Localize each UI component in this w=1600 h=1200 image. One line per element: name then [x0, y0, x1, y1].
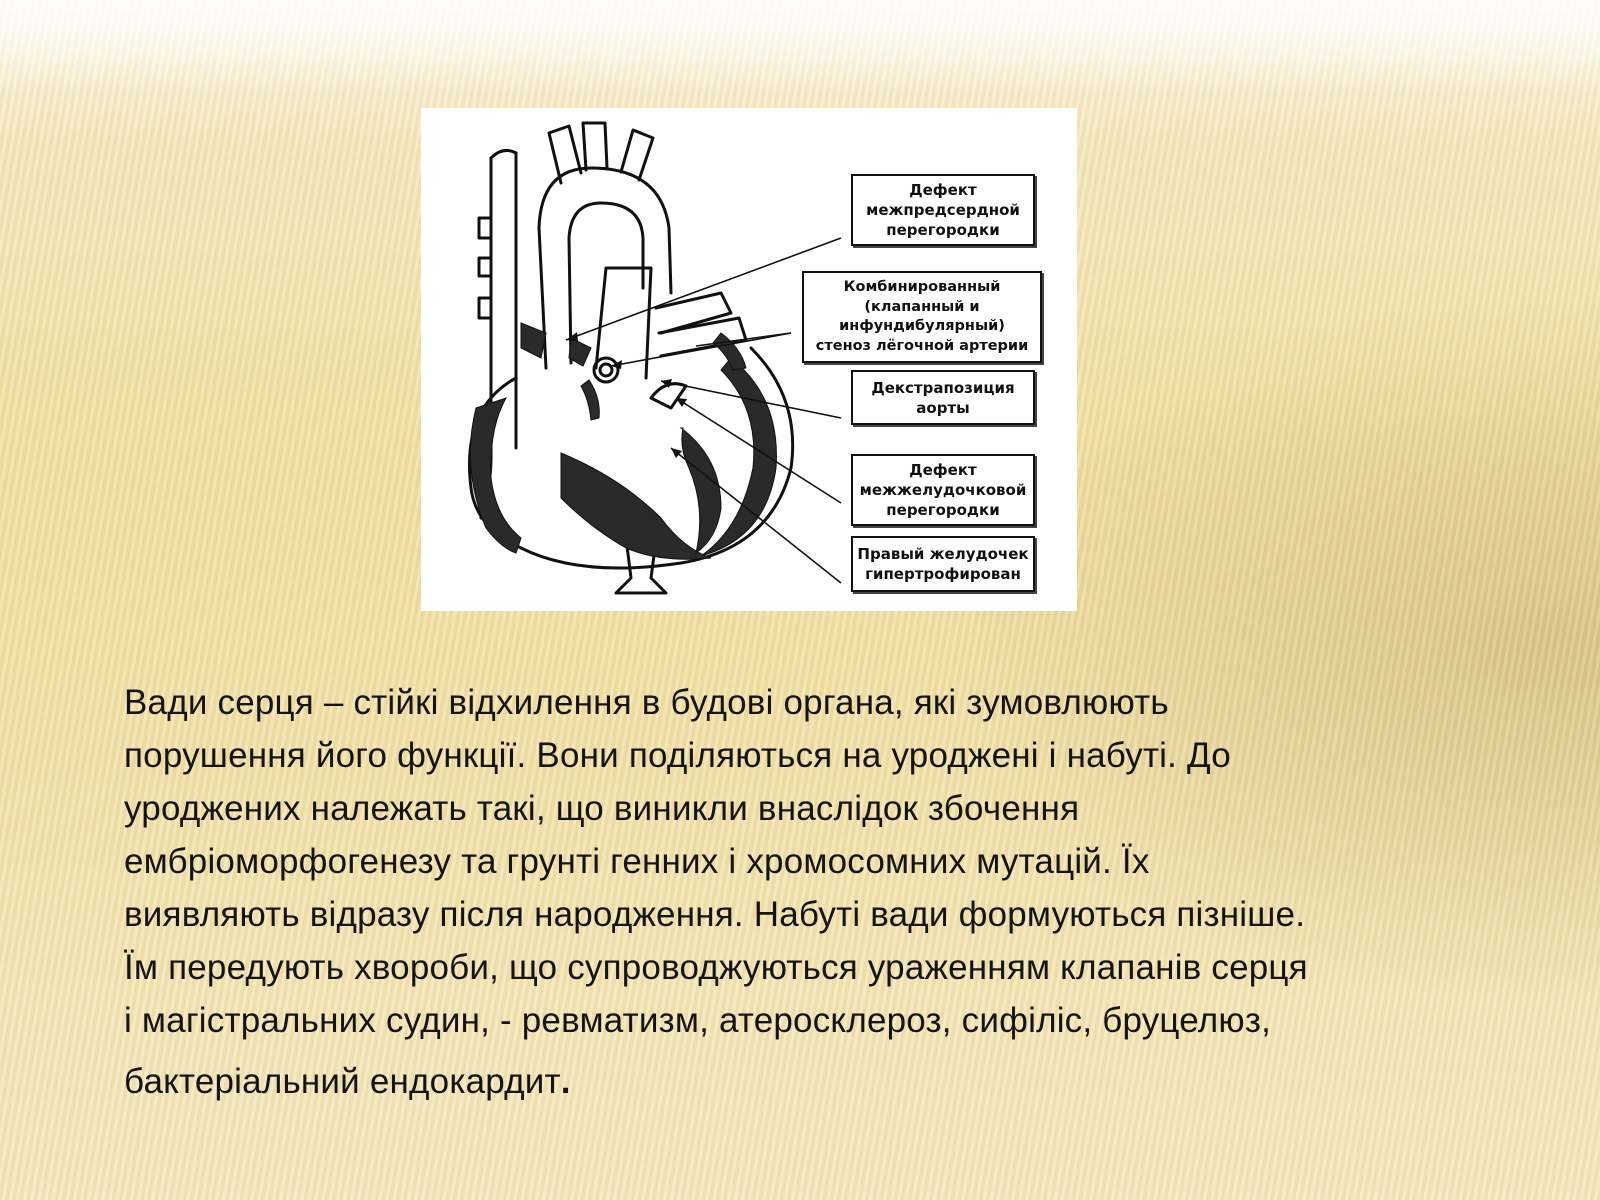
callout-line: Декстрапозиция	[871, 378, 1015, 397]
text-line: Їм передують хвороби, що супроводжуються ураженням клапанів серця	[124, 948, 1308, 987]
term-heading: Вади серця	[124, 683, 314, 722]
atrial-wall	[470, 398, 521, 553]
callout-line: стеноз лёгочной артерии	[815, 337, 1029, 354]
final-period: .	[560, 1062, 571, 1101]
callout-ventricular-septal-defect	[851, 454, 1035, 526]
definition-start: – стійкі відхилення в будові органа, які зумовлюють	[313, 683, 1169, 722]
text-line	[124, 676, 1524, 729]
text-line: ембріоморфогенезу та грунті генних і хромосомних мутацій. Їх	[124, 842, 1150, 881]
callout-line: гипертрофирован	[865, 565, 1021, 583]
slide-background-band	[0, 0, 1600, 95]
callout-line: Правый желудочек	[857, 545, 1029, 563]
callout-line: перегородки	[886, 501, 1000, 519]
heart-defect-diagram	[421, 108, 1077, 611]
callout-line: Дефект	[909, 181, 977, 199]
callout-line: инфундибулярный)	[839, 318, 1005, 334]
callout-line: Комбинированный	[843, 279, 1001, 295]
septum	[681, 428, 721, 553]
text-line-final	[124, 1055, 1524, 1108]
text-line: і магістральних судин, - ревматизм, атеросклероз, сифіліс, бруцелюз,	[124, 1001, 1272, 1040]
text-line: уроджених належать такі, що виникли внаслідок збочення	[124, 789, 1080, 828]
final-phrase: бактеріальний ендокардит	[124, 1062, 561, 1101]
right-ventricle-wall	[561, 453, 711, 559]
callout-line: перегородки	[886, 221, 1000, 239]
callout-right-ventricle-hypertrophy	[851, 536, 1035, 592]
callout-line: (клапанный и	[864, 298, 980, 315]
callout-aortic-dextroposition	[851, 370, 1035, 425]
callout-pulmonary-stenosis	[802, 271, 1042, 363]
callout-line: аорты	[916, 398, 970, 417]
text-line: виявляють відразу після народження. Набуті вади формуються пізніше.	[124, 895, 1306, 934]
text-line: порушення його функції. Вони поділяються на уроджені і набуті. До	[124, 736, 1231, 775]
callout-line: Дефект	[909, 461, 977, 479]
callout-atrial-septal-defect	[851, 174, 1035, 246]
callout-line: межжелудочковой	[859, 481, 1027, 499]
body-paragraph	[124, 676, 1524, 1108]
callout-line: межпредсердной	[866, 201, 1020, 219]
